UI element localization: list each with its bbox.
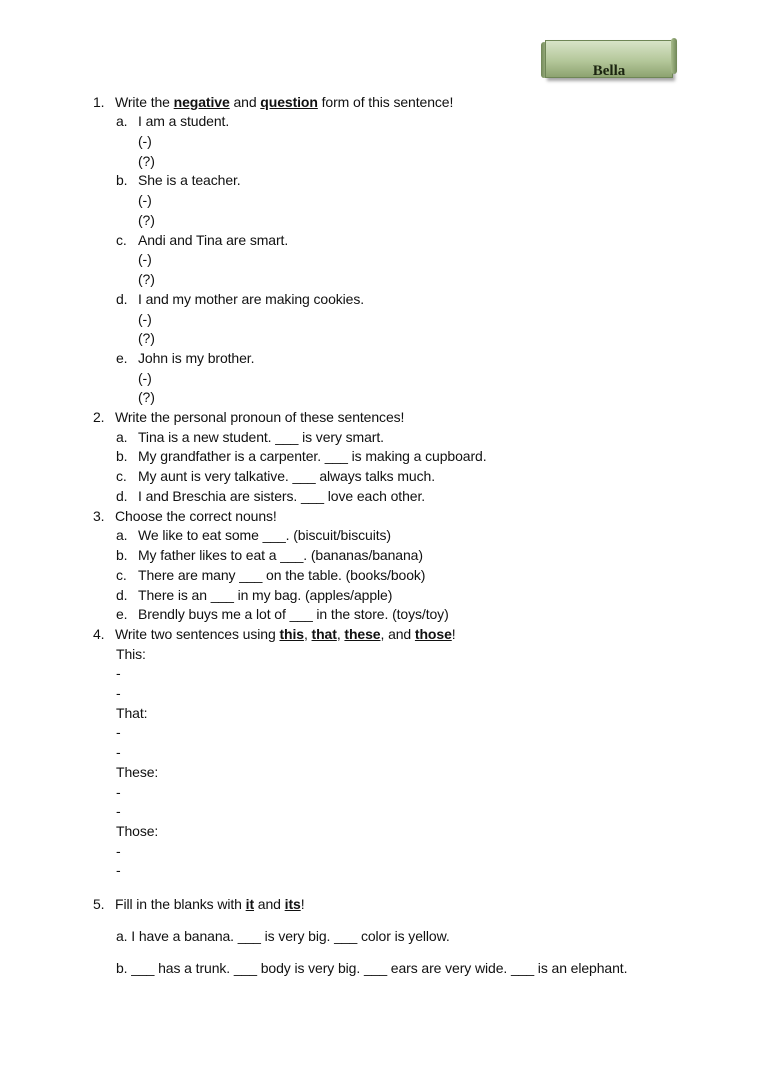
item-letter: c. bbox=[116, 468, 127, 484]
list-item bbox=[116, 428, 384, 446]
name-banner bbox=[545, 40, 673, 78]
item-letter: a. bbox=[116, 429, 128, 445]
banner-body bbox=[545, 40, 673, 78]
negative-marker: (-) bbox=[138, 311, 152, 327]
answer-dash: - bbox=[116, 744, 121, 760]
question-marker: (?) bbox=[138, 330, 155, 346]
emphasis-word: it bbox=[245, 896, 255, 912]
item-letter: b. bbox=[116, 547, 128, 563]
list-item bbox=[116, 349, 254, 367]
question-text: Write two sentences using bbox=[115, 626, 280, 642]
list-item bbox=[116, 112, 229, 130]
group-label: This: bbox=[116, 646, 146, 662]
item-letter: b. bbox=[116, 172, 128, 188]
question-text: Fill in the blanks with bbox=[115, 896, 246, 912]
list-item bbox=[116, 546, 423, 564]
question-text: , bbox=[303, 626, 312, 642]
question-text: Write the personal pronoun of these sentences! bbox=[115, 409, 405, 425]
list-item bbox=[116, 290, 364, 308]
answer-dash: - bbox=[116, 843, 121, 859]
item-text: Tina is a new student. ___ is very smart. bbox=[138, 429, 384, 445]
item-letter: c. bbox=[116, 567, 127, 583]
list-item bbox=[116, 171, 241, 189]
negative-marker: (-) bbox=[138, 370, 152, 386]
negative-marker: (-) bbox=[138, 251, 152, 267]
item-text: My father likes to eat a ___. (bananas/banana) bbox=[138, 547, 423, 563]
item-letter: d. bbox=[116, 587, 128, 603]
item-text: I and my mother are making cookies. bbox=[138, 291, 365, 307]
negative-marker: (-) bbox=[138, 133, 152, 149]
emphasis-word: negative bbox=[173, 94, 230, 110]
item-text: She is a teacher. bbox=[138, 172, 241, 188]
answer-dash: - bbox=[116, 784, 121, 800]
item-letter: b. bbox=[116, 448, 128, 464]
item-text: There are many ___ on the table. (books/book) bbox=[138, 567, 426, 583]
banner-scroll-right bbox=[671, 38, 677, 74]
emphasis-word: these bbox=[344, 626, 381, 642]
group-label: These: bbox=[116, 764, 159, 780]
item-text: Andi and Tina are smart. bbox=[138, 232, 289, 248]
question-5 bbox=[93, 895, 305, 913]
question-number: 5. bbox=[93, 896, 105, 912]
emphasis-word: question bbox=[260, 94, 318, 110]
item-letter: a. bbox=[116, 527, 128, 543]
item-letter: e. bbox=[116, 350, 128, 366]
question-4 bbox=[93, 625, 456, 643]
question-text: and bbox=[254, 896, 285, 912]
question-marker: (?) bbox=[138, 153, 155, 169]
item-letter: d. bbox=[116, 291, 128, 307]
question-text: Choose the correct nouns! bbox=[115, 508, 277, 524]
emphasis-word: that bbox=[311, 626, 337, 642]
banner-text: Bella bbox=[592, 63, 626, 78]
item-letter: d. bbox=[116, 488, 128, 504]
question-number: 2. bbox=[93, 409, 105, 425]
question-2 bbox=[93, 408, 404, 426]
question-text: , bbox=[336, 626, 345, 642]
fill-sentence-b: b. ___ has a trunk. ___ body is very big. ___ ears are very wide. ___ is an elephant. bbox=[116, 960, 628, 976]
question-3 bbox=[93, 507, 277, 525]
question-marker: (?) bbox=[138, 389, 155, 405]
list-item bbox=[116, 487, 425, 505]
list-item bbox=[116, 605, 449, 623]
group-label: Those: bbox=[116, 823, 159, 839]
emphasis-word: those bbox=[414, 626, 452, 642]
question-text: Write the bbox=[115, 94, 174, 110]
list-item bbox=[116, 526, 391, 544]
question-text: form of this sentence! bbox=[317, 94, 454, 110]
item-text: My aunt is very talkative. ___ always talks much. bbox=[138, 468, 435, 484]
question-marker: (?) bbox=[138, 271, 155, 287]
answer-dash: - bbox=[116, 724, 121, 740]
answer-dash: - bbox=[116, 665, 121, 681]
answer-dash: - bbox=[116, 862, 121, 878]
item-letter: e. bbox=[116, 606, 128, 622]
question-text: ! bbox=[451, 626, 456, 642]
fill-sentence-a: a. I have a banana. ___ is very big. ___ color is yellow. bbox=[116, 928, 450, 944]
answer-dash: - bbox=[116, 803, 121, 819]
item-text: There is an ___ in my bag. (apples/apple) bbox=[138, 587, 393, 603]
list-item bbox=[116, 586, 392, 604]
emphasis-word: this bbox=[279, 626, 304, 642]
list-item bbox=[116, 467, 435, 485]
item-text: I am a student. bbox=[138, 113, 230, 129]
question-number: 1. bbox=[93, 94, 105, 110]
list-item bbox=[116, 231, 288, 249]
question-marker: (?) bbox=[138, 212, 155, 228]
item-letter: a. bbox=[116, 113, 128, 129]
question-number: 4. bbox=[93, 626, 105, 642]
list-item bbox=[116, 447, 487, 465]
question-text: , and bbox=[380, 626, 415, 642]
list-item bbox=[116, 566, 425, 584]
item-text: I and Breschia are sisters. ___ love each other. bbox=[138, 488, 426, 504]
question-1 bbox=[93, 93, 453, 111]
answer-dash: - bbox=[116, 685, 121, 701]
item-text: Brendly buys me a lot of ___ in the store. (toys/toy) bbox=[138, 606, 449, 622]
question-number: 3. bbox=[93, 508, 105, 524]
negative-marker: (-) bbox=[138, 192, 152, 208]
item-text: We like to eat some ___. (biscuit/biscuits) bbox=[138, 527, 391, 543]
question-text: ! bbox=[300, 896, 305, 912]
item-text: John is my brother. bbox=[138, 350, 255, 366]
question-text: and bbox=[229, 94, 261, 110]
group-label: That: bbox=[116, 705, 148, 721]
emphasis-word: its bbox=[284, 896, 301, 912]
item-letter: c. bbox=[116, 232, 127, 248]
item-text: My grandfather is a carpenter. ___ is making a cupboard. bbox=[138, 448, 487, 464]
